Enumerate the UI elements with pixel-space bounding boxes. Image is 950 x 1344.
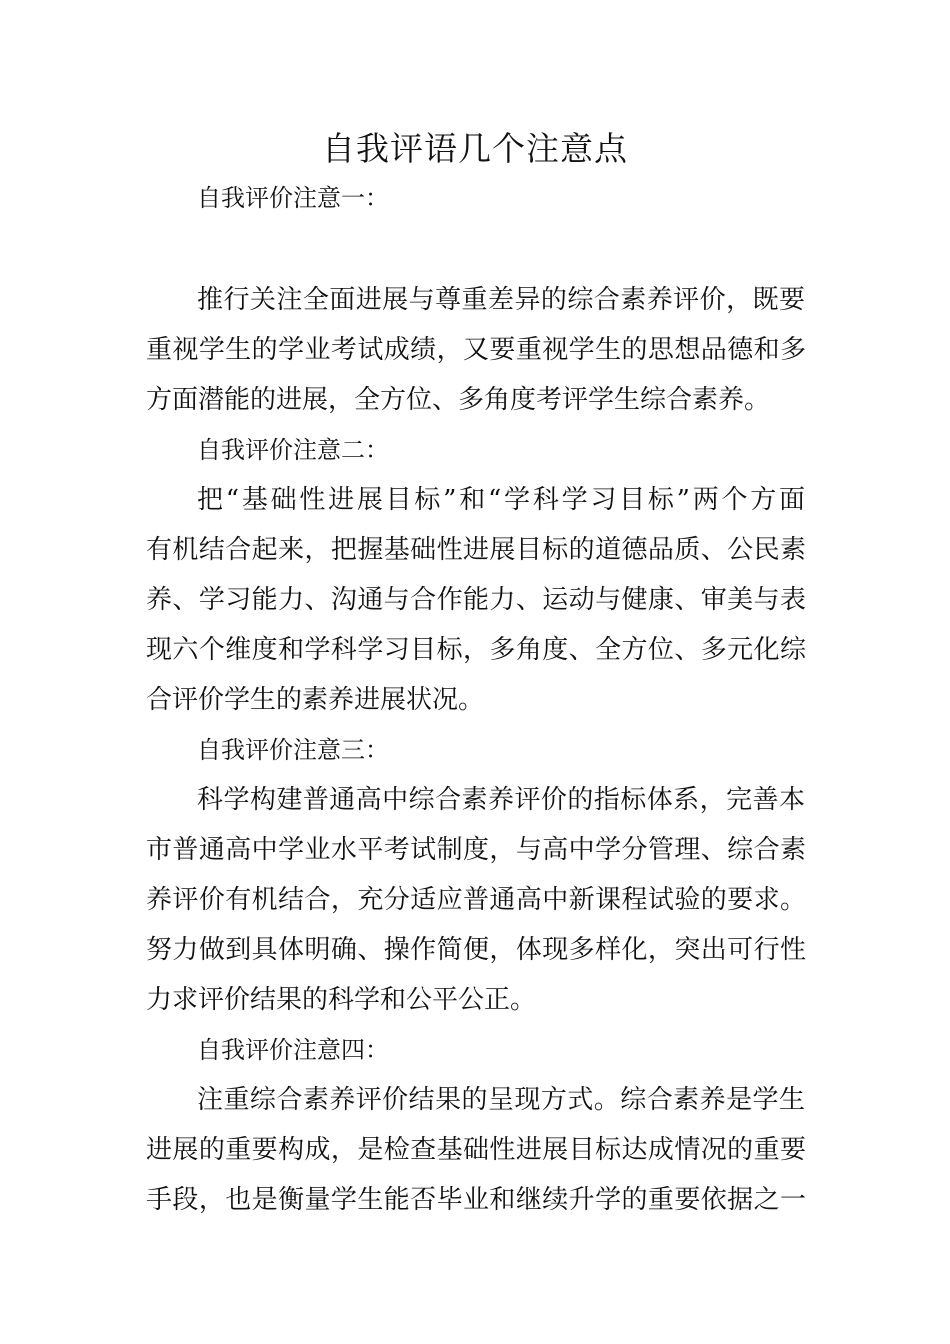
section-2-line-5: 合评价学生的素养进展状况。 [146,685,485,715]
section-2-line-4: 现六个维度和学科学习目标，多角度、全方位、多元化综 [146,635,806,665]
section-3-line-2: 市普通高中学业水平考试制度，与高中学分管理、综合素 [146,835,806,865]
section-1-heading: 自我评价注意一： [197,184,389,212]
section-4-line-3: 手段，也是衡量学生能否毕业和继续升学的重要依据之一 [146,1185,806,1215]
section-3-line-4: 努力做到具体明确、操作简便，体现多样化，突出可行性 [146,935,806,965]
section-3-heading: 自我评价注意三： [197,736,389,764]
section-3-line-3: 养评价有机结合，充分适应普通高中新课程试验的要求。 [146,885,806,915]
section-1-line-1: 推行关注全面进展与尊重差异的综合素养评价，既要 [197,285,805,315]
document-title: 自我评语几个注意点 [322,129,628,168]
section-4-line-1: 注重综合素养评价结果的呈现方式。综合素养是学生 [197,1085,805,1115]
section-2-heading: 自我评价注意二： [197,436,389,464]
section-3-line-5: 力求评价结果的科学和公平公正。 [146,985,537,1015]
section-2-line-1: 把“基础性进展目标”和“学科学习目标”两个方面 [197,485,805,515]
section-2-line-3: 养、学习能力、沟通与合作能力、运动与健康、审美与表 [146,585,806,615]
section-1-line-3: 方面潜能的进展，全方位、多角度考评学生综合素养。 [146,385,771,415]
section-4-line-2: 进展的重要构成，是检查基础性进展目标达成情况的重要 [146,1135,806,1165]
section-2-line-2: 有机结合起来，把握基础性进展目标的道德品质、公民素 [146,535,806,565]
section-3-line-1: 科学构建普通高中综合素养评价的指标体系，完善本 [197,785,805,815]
section-1-line-2: 重视学生的学业考试成绩，又要重视学生的思想品德和多 [146,335,806,365]
section-4-heading: 自我评价注意四： [197,1036,389,1064]
